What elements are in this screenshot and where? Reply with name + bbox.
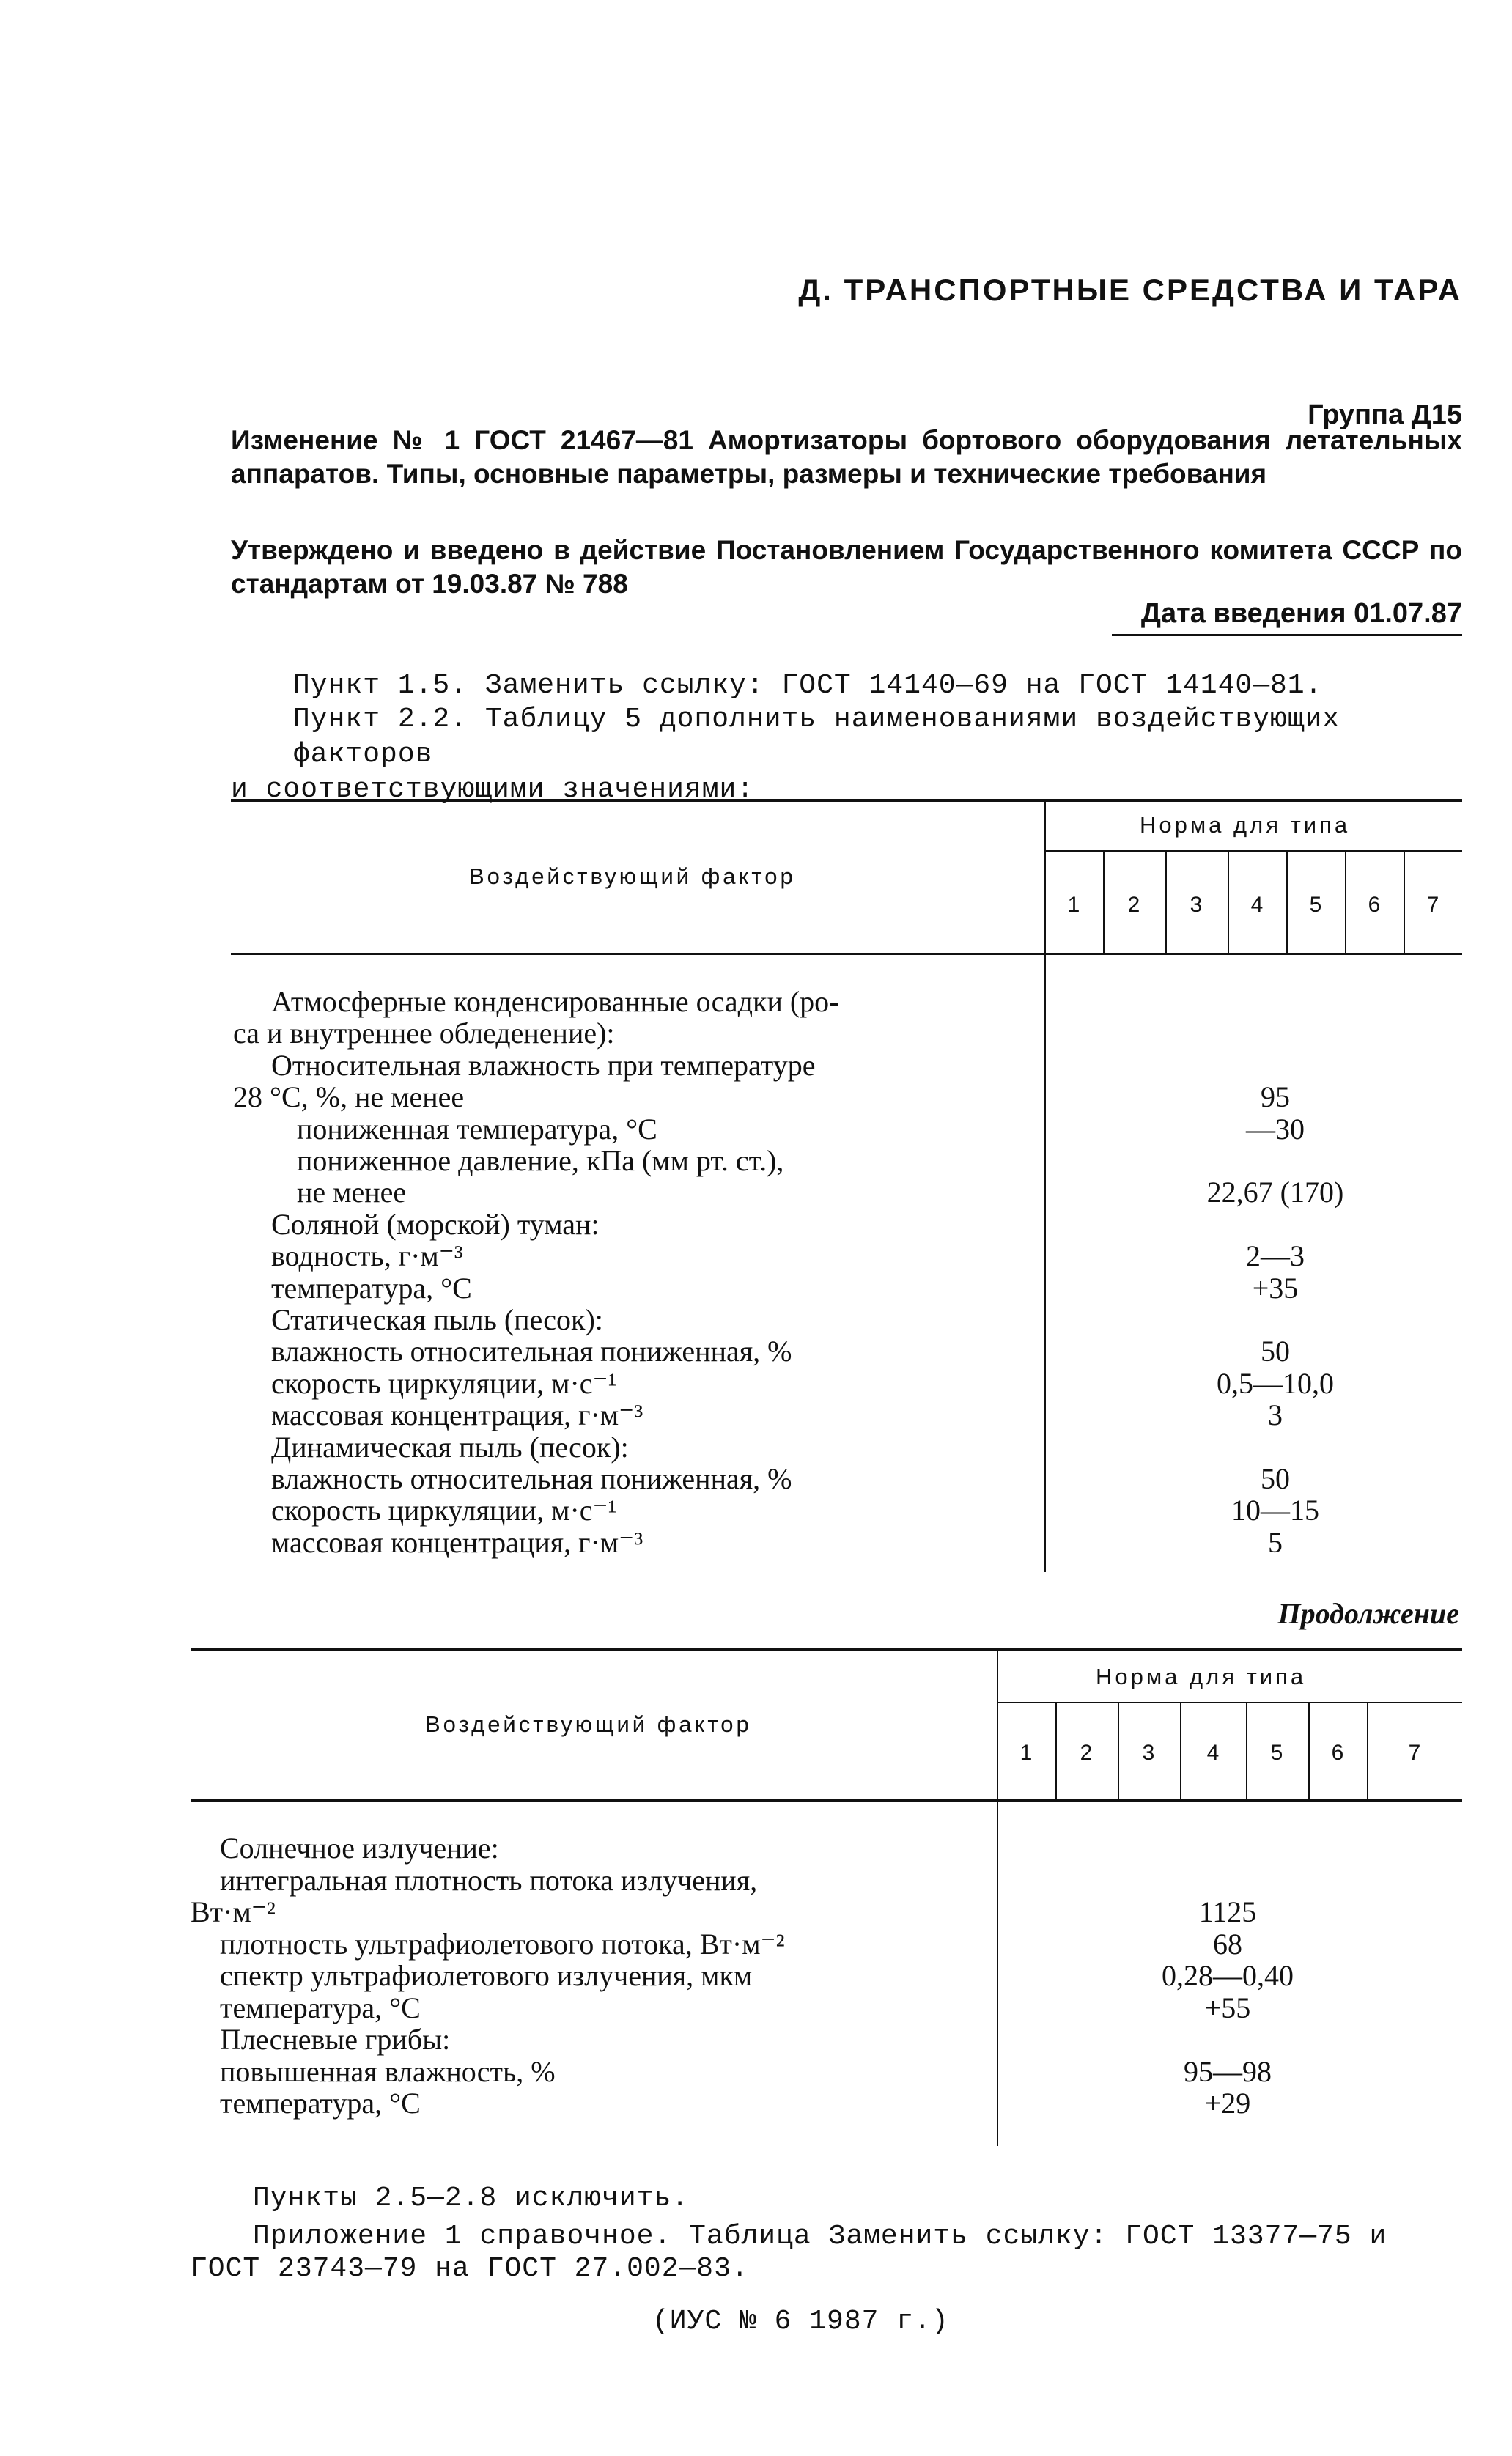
table-2-col-line bbox=[1055, 1702, 1057, 1799]
table-2-type-1: 1 bbox=[1019, 1741, 1033, 1765]
table-row-factor: скорость циркуляции, м·с⁻¹ bbox=[271, 1366, 617, 1400]
table-1-type-6: 6 bbox=[1368, 893, 1381, 917]
table-1-col-line bbox=[1165, 850, 1167, 953]
table-1-col-line bbox=[1286, 850, 1288, 953]
table-2-type-6: 6 bbox=[1331, 1741, 1344, 1765]
footer-line-3: ГОСТ 23743—79 на ГОСТ 27.002—83. bbox=[191, 2253, 749, 2284]
table-row-factor: повышенная влажность, % bbox=[220, 2054, 556, 2088]
table-1-divider bbox=[1044, 799, 1046, 1572]
table-row-factor: температура, °С bbox=[220, 1991, 421, 2024]
table-row-factor: спектр ультрафиолетового излучения, мкм bbox=[220, 1959, 753, 1992]
effective-date: Дата введения 01.07.87 bbox=[1112, 598, 1462, 636]
footer-line-1: Пункты 2.5—2.8 исключить. bbox=[253, 2183, 690, 2214]
table-row-value: 50 bbox=[1261, 1335, 1290, 1368]
table-2-col-line bbox=[1308, 1702, 1310, 1799]
table-row-factor: массовая концентрация, г·м⁻³ bbox=[271, 1525, 643, 1559]
table-2-col-line bbox=[1367, 1702, 1368, 1799]
footer-line-2: Приложение 1 справочное. Таблица Заменить ссылку: ГОСТ 13377—75 и bbox=[253, 2221, 1387, 2252]
table-1-norm-rule bbox=[1044, 850, 1462, 852]
table-2-col-line bbox=[1180, 1702, 1181, 1799]
table-row-factor: пониженная температура, °С bbox=[297, 1112, 657, 1146]
table-row-value: 68 bbox=[1213, 1927, 1242, 1961]
table-row-factor: влажность относительная пониженная, % bbox=[271, 1462, 792, 1495]
table-1-col-line bbox=[1345, 850, 1346, 953]
table-row-factor: интегральная плотность потока излучения, bbox=[220, 1863, 758, 1897]
table-1-factor-header: Воздействующий фактор bbox=[469, 863, 796, 889]
amendment-title: Изменение № 1 ГОСТ 21467—81 Амортизаторы бортового оборудования летательных аппаратов. Типы, основные параметры, размеры и технические требования bbox=[231, 425, 1462, 489]
table-1-col-line bbox=[1404, 850, 1405, 953]
table-row-factor: Солнечное излучение: bbox=[220, 1832, 499, 1865]
table-2-top-rule bbox=[191, 1648, 1462, 1651]
table-row-factor: скорость циркуляции, м·с⁻¹ bbox=[271, 1494, 617, 1527]
table-row-value: 1125 bbox=[1198, 1895, 1257, 1928]
table-2-col-line bbox=[1246, 1702, 1247, 1799]
table-2-type-4: 4 bbox=[1206, 1741, 1220, 1765]
table-1-type-7: 7 bbox=[1426, 893, 1439, 917]
table-1-header-rule bbox=[231, 953, 1462, 955]
table-1-type-5: 5 bbox=[1309, 893, 1322, 917]
table-2-type-7: 7 bbox=[1408, 1741, 1421, 1765]
table-1-type-4: 4 bbox=[1250, 893, 1264, 917]
table-row-value: 0,28—0,40 bbox=[1162, 1959, 1294, 1992]
table-2-norm-header: Норма для типа bbox=[1096, 1664, 1307, 1689]
table-row-value: 95—98 bbox=[1184, 2054, 1272, 2088]
paragraph-2-2-line2: и соответствующими значениями: bbox=[231, 774, 755, 805]
table-row-value: 50 bbox=[1261, 1462, 1290, 1495]
table-1-type-2: 2 bbox=[1127, 893, 1140, 917]
table-row-factor: температура, °С bbox=[220, 2087, 421, 2120]
table-row-factor: Плесневые грибы: bbox=[220, 2023, 451, 2056]
table-row-value: 5 bbox=[1268, 1525, 1283, 1559]
table-2-norm-rule bbox=[997, 1702, 1462, 1703]
continuation-label: Продолжение bbox=[1277, 1597, 1459, 1630]
table-row-factor: температура, °С bbox=[271, 1271, 472, 1305]
table-row-value: 22,67 (170) bbox=[1206, 1176, 1344, 1209]
table-row-factor: Атмосферные конденсированные осадки (ро- bbox=[271, 985, 839, 1018]
table-1-type-3: 3 bbox=[1190, 893, 1203, 917]
table-row-factor: 28 °С, %, не менее bbox=[233, 1080, 465, 1114]
table-2-factor-header: Воздействующий фактор bbox=[425, 1711, 752, 1737]
table-row-factor: пониженное давление, кПа (мм рт. ст.), bbox=[297, 1144, 784, 1177]
table-1-top-rule bbox=[231, 799, 1462, 802]
table-row-value: +55 bbox=[1204, 1991, 1251, 2024]
table-2-type-5: 5 bbox=[1270, 1741, 1283, 1765]
table-row-factor: влажность относительная пониженная, % bbox=[271, 1335, 792, 1368]
table-row-factor: массовая концентрация, г·м⁻³ bbox=[271, 1398, 643, 1432]
table-row-factor: Вт·м⁻² bbox=[191, 1895, 276, 1928]
paragraph-2-2-line1: Пункт 2.2. Таблицу 5 дополнить наименованиями воздействующих факторов bbox=[293, 704, 1340, 770]
section-title: Д. ТРАНСПОРТНЫЕ СРЕДСТВА И ТАРА bbox=[798, 273, 1462, 307]
table-1-type-1: 1 bbox=[1067, 893, 1080, 917]
paragraph-2-2 bbox=[231, 702, 1462, 808]
table-row-value: +35 bbox=[1252, 1271, 1299, 1305]
table-row-factor: са и внутреннее обледенение): bbox=[233, 1017, 615, 1050]
table-2-col-line bbox=[1118, 1702, 1119, 1799]
table-1-col-line bbox=[1103, 850, 1105, 953]
table-row-value: 95 bbox=[1261, 1080, 1290, 1114]
table-row-factor: водность, г·м⁻³ bbox=[271, 1239, 463, 1273]
table-row-value: —30 bbox=[1246, 1112, 1305, 1146]
table-2-type-3: 3 bbox=[1142, 1741, 1155, 1765]
table-row-factor: плотность ультрафиолетового потока, Вт·м⁻² bbox=[220, 1927, 785, 1961]
table-row-factor: Статическая пыль (песок): bbox=[271, 1303, 603, 1336]
table-2-type-2: 2 bbox=[1080, 1741, 1093, 1765]
table-row-value: 2—3 bbox=[1246, 1239, 1305, 1273]
paragraph-1-5: Пункт 1.5. Заменить ссылку: ГОСТ 14140—69 на ГОСТ 14140—81. bbox=[293, 670, 1323, 701]
table-row-factor: Относительная влажность при температуре bbox=[271, 1048, 816, 1082]
table-row-value: +29 bbox=[1204, 2087, 1251, 2120]
approval-note: Утверждено и введено в действие Постановлением Государственного комитета СССР по стандартам от 19.03.87 № 788 bbox=[231, 535, 1462, 599]
group-label: Группа Д15 bbox=[1308, 399, 1462, 430]
table-row-value: 3 bbox=[1268, 1398, 1283, 1432]
table-row-factor: Соляной (морской) туман: bbox=[271, 1207, 600, 1241]
table-1-col-line bbox=[1228, 850, 1229, 953]
table-2-divider bbox=[997, 1648, 998, 2146]
table-row-value: 10—15 bbox=[1231, 1494, 1319, 1527]
table-1-norm-header: Норма для типа bbox=[1140, 812, 1351, 838]
table-row-factor: не менее bbox=[297, 1176, 407, 1209]
table-row-factor: Динамическая пыль (песок): bbox=[271, 1430, 629, 1464]
table-row-value: 0,5—10,0 bbox=[1217, 1366, 1334, 1400]
table-2-header-rule bbox=[191, 1799, 1462, 1802]
issue-note: (ИУС № 6 1987 г.) bbox=[652, 2306, 949, 2337]
